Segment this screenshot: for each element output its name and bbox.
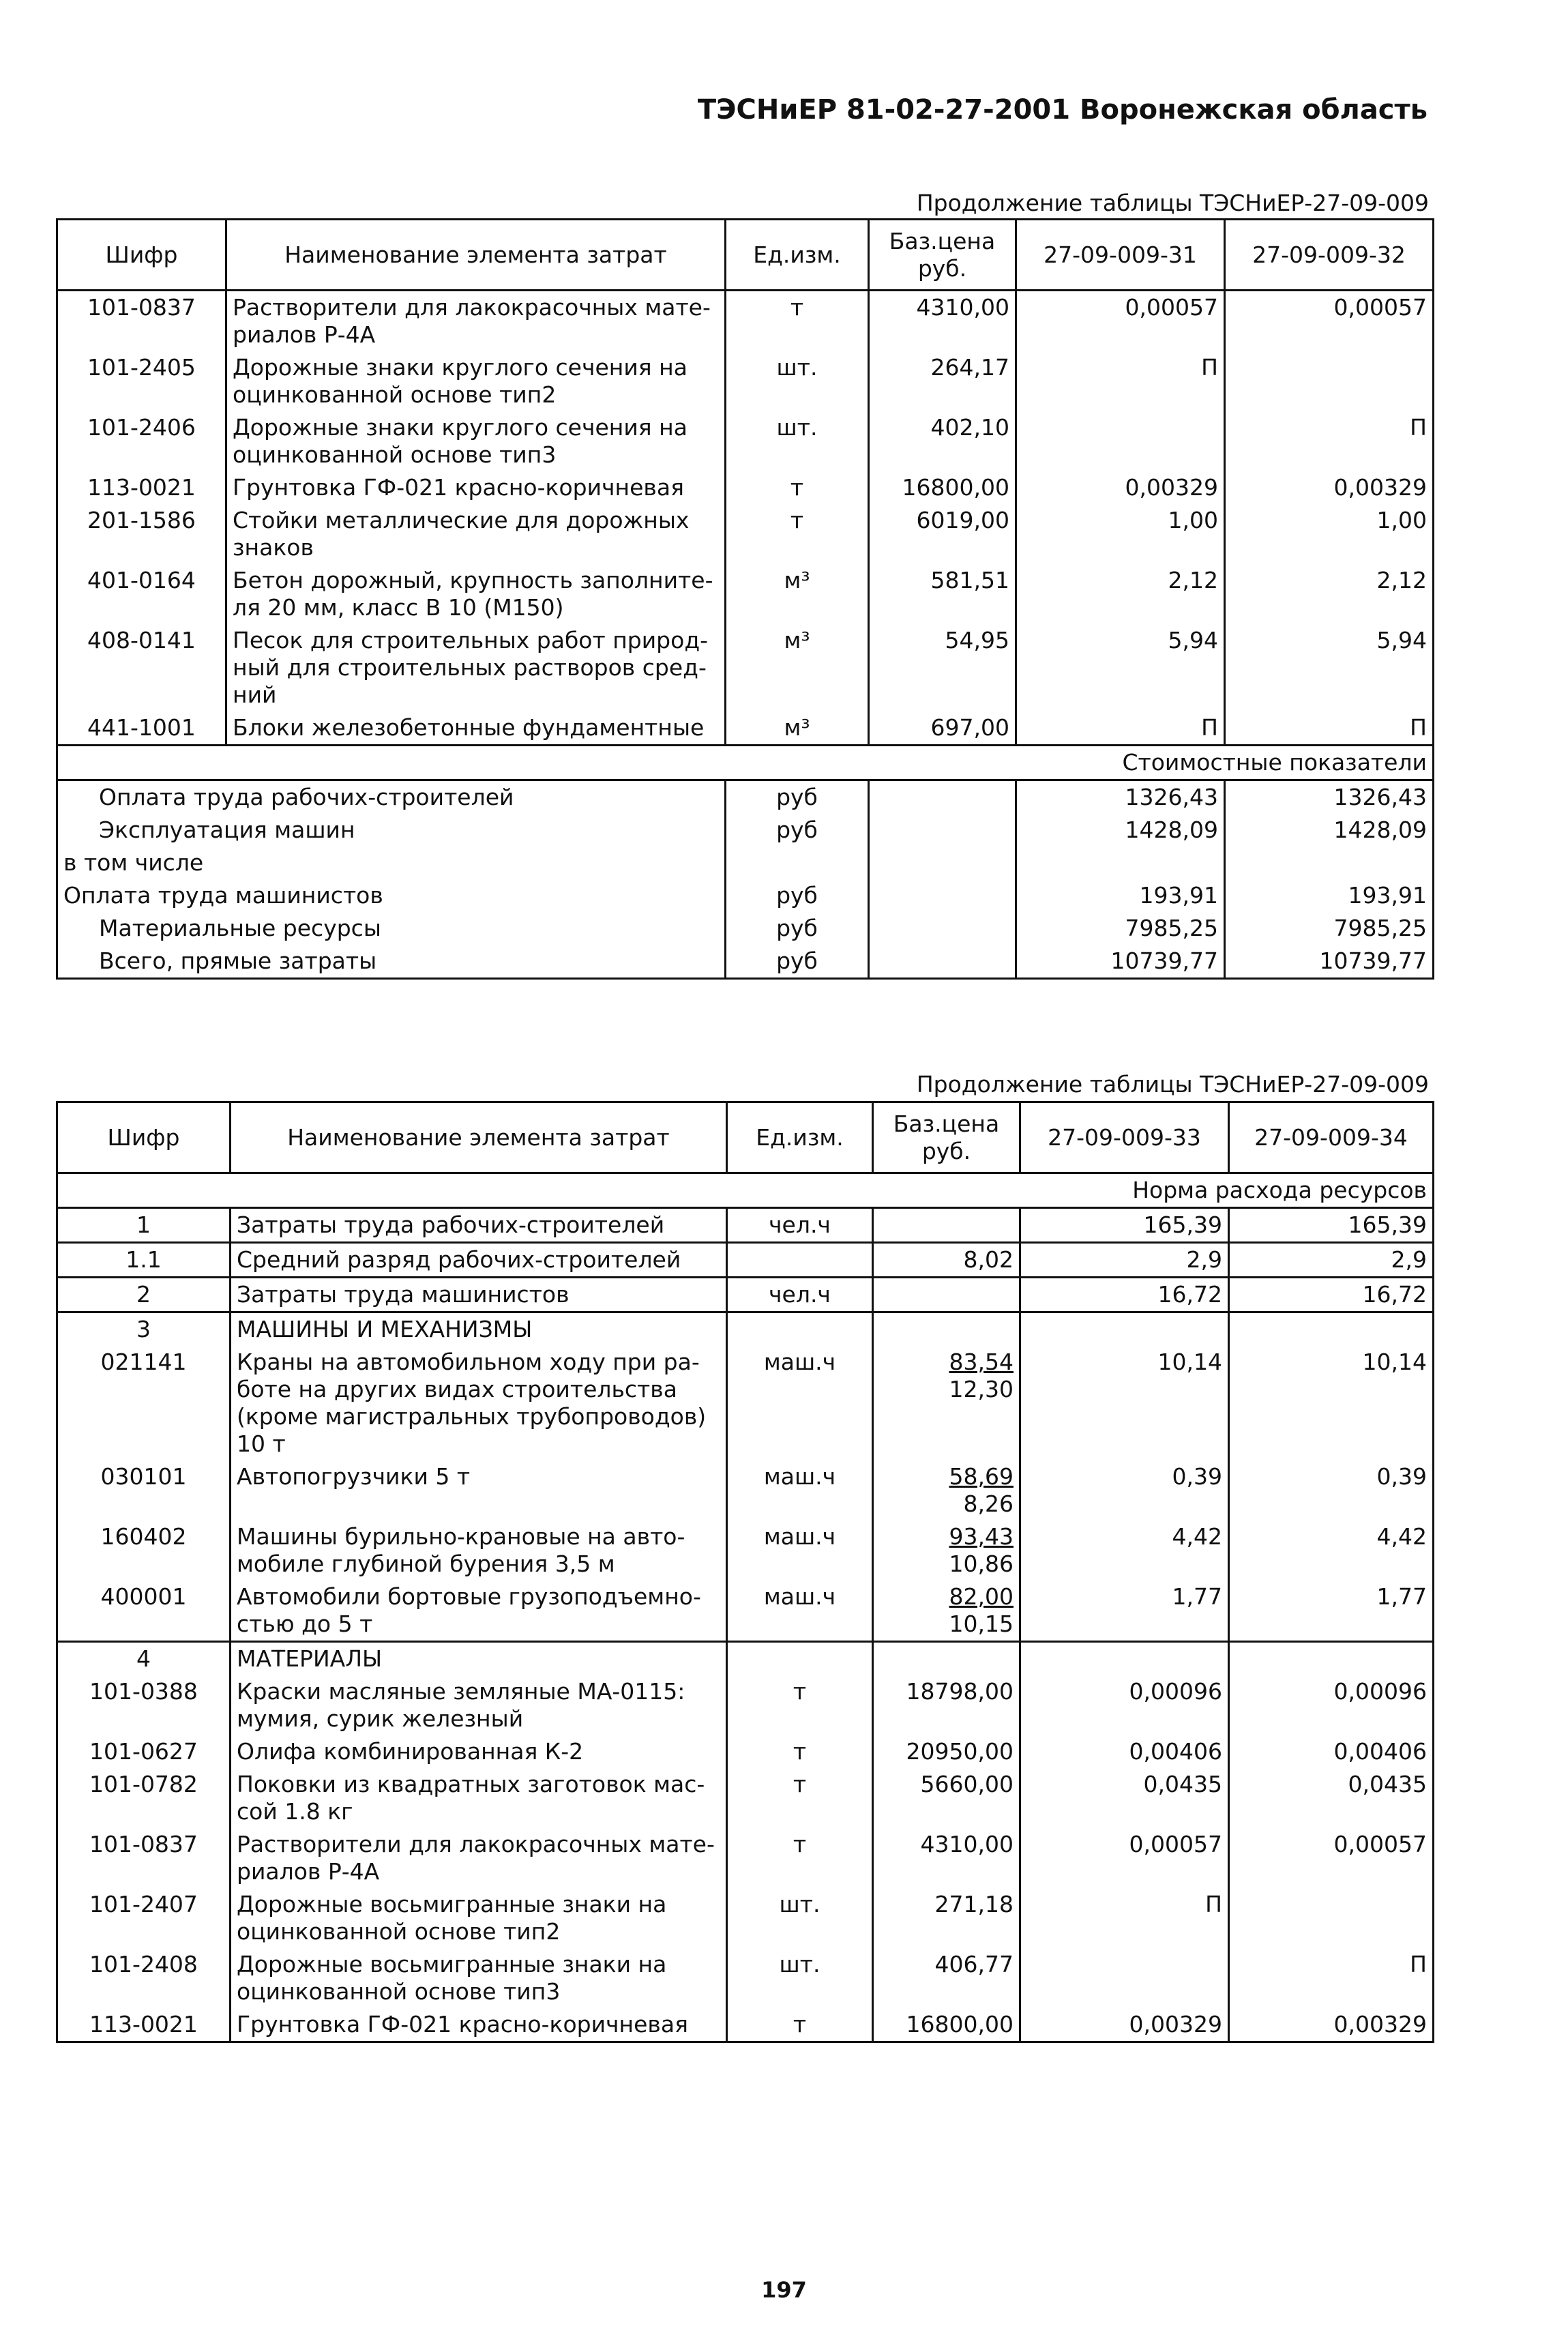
table-row	[57, 351, 1434, 411]
cell-code: 101-0837	[57, 1828, 231, 1888]
cell-unit: шт.	[727, 1948, 873, 2008]
col-header-name: Наименование элемента затрат	[226, 220, 726, 291]
summary-unit: руб	[726, 814, 869, 847]
cell-name: Растворители для лакокрасочных мате-риалов Р-4А	[226, 291, 726, 352]
table-row	[57, 471, 1434, 504]
cell-norm-a	[1020, 1312, 1229, 1347]
cell-code: 400001	[57, 1581, 231, 1642]
cell-price	[873, 1520, 1020, 1581]
summary-norm-a	[1016, 847, 1225, 879]
cell-code: 3	[57, 1312, 231, 1347]
cell-norm-a: 0,00057	[1020, 1828, 1229, 1888]
summary-norm-b: 193,91	[1225, 879, 1434, 912]
cell-norm-b: 0,00329	[1229, 2008, 1434, 2042]
cell-unit: чел.ч	[727, 1208, 873, 1243]
cell-norm-a	[1016, 411, 1225, 471]
cell-norm-a: 0,00329	[1016, 471, 1225, 504]
cell-price: 54,95	[869, 624, 1016, 711]
cell-unit: м³	[726, 711, 869, 746]
cell-code: 201-1586	[57, 504, 226, 564]
table-row	[57, 1581, 1434, 1642]
cell-code: 101-0837	[57, 291, 226, 352]
summary-empty	[869, 847, 1016, 879]
cell-unit	[727, 1243, 873, 1278]
cell-name: Затраты труда рабочих-строителей	[231, 1208, 727, 1243]
summary-name: Оплата труда рабочих-строителей	[57, 780, 726, 814]
col-header-unit: Ед.изм.	[727, 1102, 873, 1173]
cell-name: Песок для строительных работ природ-ный для строительных растворов сред-ний	[226, 624, 726, 711]
cell-norm-a: П	[1016, 351, 1225, 411]
cell-norm-a: 0,0435	[1020, 1768, 1229, 1828]
cell-unit	[727, 1642, 873, 1676]
cell-unit: шт.	[726, 351, 869, 411]
cell-name: Краски масляные земляные МА-0115: мумия, сурик железный	[231, 1675, 727, 1735]
cell-unit: м³	[726, 624, 869, 711]
cell-name: Грунтовка ГФ-021 красно-коричневая	[226, 471, 726, 504]
cell-price: 406,77	[873, 1948, 1020, 2008]
cell-norm-a: 165,39	[1020, 1208, 1229, 1243]
col-header-code: Шифр	[57, 1102, 231, 1173]
col-header-price: Баз.цена руб.	[873, 1102, 1020, 1173]
cell-name: Стойки металлические для дорожных знаков	[226, 504, 726, 564]
cell-norm-b	[1225, 351, 1434, 411]
table-row	[57, 1642, 1434, 1676]
cell-norm-a	[1020, 1948, 1229, 2008]
cell-unit: т	[727, 1828, 873, 1888]
col-header-unit: Ед.изм.	[726, 220, 869, 291]
cell-norm-a: 1,77	[1020, 1581, 1229, 1642]
cell-norm-a: 10,14	[1020, 1346, 1229, 1460]
cell-price: 4310,00	[869, 291, 1016, 352]
cell-code: 4	[57, 1642, 231, 1676]
col-header-name: Наименование элемента затрат	[231, 1102, 727, 1173]
summary-norm-b: 1428,09	[1225, 814, 1434, 847]
cell-name: Средний разряд рабочих-строителей	[231, 1243, 727, 1278]
cell-code: 113-0021	[57, 471, 226, 504]
price-wage: 12,30	[949, 1376, 1014, 1402]
cell-unit: маш.ч	[727, 1346, 873, 1460]
summary-row	[57, 912, 1434, 945]
cell-code: 401-0164	[57, 564, 226, 624]
cell-norm-b: П	[1225, 711, 1434, 746]
summary-row	[57, 847, 1434, 879]
summary-empty	[869, 912, 1016, 945]
cell-unit: маш.ч	[727, 1581, 873, 1642]
cell-norm-b: 5,94	[1225, 624, 1434, 711]
cell-price: 16800,00	[869, 471, 1016, 504]
col-header-price: Баз.цена руб.	[869, 220, 1016, 291]
table-row	[57, 1243, 1434, 1278]
table-row	[57, 1312, 1434, 1347]
cell-code: 441-1001	[57, 711, 226, 746]
table-row	[57, 1888, 1434, 1948]
summary-norm-a: 1326,43	[1016, 780, 1225, 814]
summary-row	[57, 780, 1434, 814]
cell-norm-a: 0,39	[1020, 1460, 1229, 1520]
cell-code: 101-2406	[57, 411, 226, 471]
col-header-code: Шифр	[57, 220, 226, 291]
table-row	[57, 1460, 1434, 1520]
cell-code: 113-0021	[57, 2008, 231, 2042]
cell-name: Олифа комбинированная К-2	[231, 1735, 727, 1768]
cell-code: 101-2408	[57, 1948, 231, 2008]
summary-empty	[869, 814, 1016, 847]
cell-price	[873, 1460, 1020, 1520]
summary-name: Всего, прямые затраты	[57, 945, 726, 979]
cell-unit: т	[726, 504, 869, 564]
summary-unit: руб	[726, 912, 869, 945]
cell-norm-b: 2,12	[1225, 564, 1434, 624]
cell-norm-b: 4,42	[1229, 1520, 1434, 1581]
summary-empty	[869, 780, 1016, 814]
cell-name: Блоки железобетонные фундаментные	[226, 711, 726, 746]
summary-row	[57, 879, 1434, 912]
section-row	[57, 1173, 1434, 1208]
cell-name: Дорожные знаки круглого сечения на оцинкованной основе тип3	[226, 411, 726, 471]
summary-name: Оплата труда машинистов	[57, 879, 726, 912]
summary-name: в том числе	[57, 847, 726, 879]
cell-price: 581,51	[869, 564, 1016, 624]
cell-norm-b: П	[1225, 411, 1434, 471]
table1-caption: Продолжение таблицы ТЭСНиЕР-27-09-009	[916, 190, 1429, 216]
cell-code: 101-0627	[57, 1735, 231, 1768]
cell-unit: маш.ч	[727, 1460, 873, 1520]
table2	[56, 1101, 1434, 2043]
summary-name: Эксплуатация машин	[57, 814, 726, 847]
cell-code: 101-2407	[57, 1888, 231, 1948]
section-label: Стоимостные показатели	[57, 746, 1434, 780]
cell-norm-b: П	[1229, 1948, 1434, 2008]
cell-name: Дорожные восьмигранные знаки на оцинкованной основе тип2	[231, 1888, 727, 1948]
cell-norm-b	[1229, 1312, 1434, 1347]
cell-norm-b: 16,72	[1229, 1278, 1434, 1312]
cell-norm-b: 0,0435	[1229, 1768, 1434, 1828]
cell-code: 1.1	[57, 1243, 231, 1278]
cell-norm-b: 1,00	[1225, 504, 1434, 564]
table-row	[57, 1278, 1434, 1312]
cell-name: МАШИНЫ И МЕХАНИЗМЫ	[231, 1312, 727, 1347]
cell-norm-a: 0,00096	[1020, 1675, 1229, 1735]
cell-norm-a: 2,9	[1020, 1243, 1229, 1278]
table-row	[57, 1675, 1434, 1735]
price-wage: 10,86	[949, 1550, 1014, 1577]
summary-empty	[869, 879, 1016, 912]
summary-empty	[869, 945, 1016, 979]
price-total: 83,54	[949, 1349, 1014, 1375]
cell-norm-b: 0,00057	[1225, 291, 1434, 352]
cell-unit: т	[727, 2008, 873, 2042]
cell-price	[873, 1581, 1020, 1642]
summary-norm-a: 7985,25	[1016, 912, 1225, 945]
summary-name: Материальные ресурсы	[57, 912, 726, 945]
table-row	[57, 291, 1434, 352]
cell-unit: т	[727, 1735, 873, 1768]
section-row	[57, 746, 1434, 780]
table-row	[57, 1520, 1434, 1581]
price-total: 82,00	[949, 1583, 1014, 1610]
cell-unit: т	[726, 291, 869, 352]
table-row	[57, 1948, 1434, 2008]
cell-norm-b: 0,39	[1229, 1460, 1434, 1520]
cell-norm-b: 0,00406	[1229, 1735, 1434, 1768]
table-row	[57, 1735, 1434, 1768]
table1	[56, 218, 1434, 980]
summary-norm-b: 1326,43	[1225, 780, 1434, 814]
summary-unit	[726, 847, 869, 879]
section-label: Норма расхода ресурсов	[57, 1173, 1434, 1208]
page-header: ТЭСНиЕР 81-02-27-2001 Воронежская область	[697, 94, 1428, 126]
page-number: 197	[761, 2277, 807, 2303]
col-header-norm-b: 27-09-009-32	[1225, 220, 1434, 291]
summary-norm-a: 1428,09	[1016, 814, 1225, 847]
cell-name: Бетон дорожный, крупность заполните-ля 20 мм, класс В 10 (М150)	[226, 564, 726, 624]
summary-unit: руб	[726, 945, 869, 979]
summary-norm-a: 193,91	[1016, 879, 1225, 912]
price-total: 58,69	[949, 1463, 1014, 1490]
cell-name: Автомобили бортовые грузоподъемно-стью до 5 т	[231, 1581, 727, 1642]
cell-norm-a: 16,72	[1020, 1278, 1229, 1312]
cell-unit: шт.	[726, 411, 869, 471]
cell-code: 101-2405	[57, 351, 226, 411]
col-header-norm-b: 27-09-009-34	[1229, 1102, 1434, 1173]
price-total: 93,43	[949, 1523, 1014, 1550]
cell-norm-a: 2,12	[1016, 564, 1225, 624]
cell-unit: м³	[726, 564, 869, 624]
table-row	[57, 1768, 1434, 1828]
summary-row	[57, 945, 1434, 979]
cell-name: Грунтовка ГФ-021 красно-коричневая	[231, 2008, 727, 2042]
cell-code: 408-0141	[57, 624, 226, 711]
table-row	[57, 1346, 1434, 1460]
cell-code: 2	[57, 1278, 231, 1312]
cell-name: МАТЕРИАЛЫ	[231, 1642, 727, 1676]
table-row	[57, 2008, 1434, 2042]
table-row	[57, 1208, 1434, 1243]
cell-norm-a: 0,00329	[1020, 2008, 1229, 2042]
cell-name: Дорожные восьмигранные знаки на оцинкованной основе тип3	[231, 1948, 727, 2008]
cell-norm-a: 5,94	[1016, 624, 1225, 711]
table-row	[57, 624, 1434, 711]
cell-name: Затраты труда машинистов	[231, 1278, 727, 1312]
cell-price: 6019,00	[869, 504, 1016, 564]
cell-code: 101-0388	[57, 1675, 231, 1735]
cell-price: 16800,00	[873, 2008, 1020, 2042]
cell-norm-a: 1,00	[1016, 504, 1225, 564]
cell-norm-b: 1,77	[1229, 1581, 1434, 1642]
cell-unit: т	[726, 471, 869, 504]
cell-price	[873, 1346, 1020, 1460]
cell-code: 030101	[57, 1460, 231, 1520]
cell-code: 101-0782	[57, 1768, 231, 1828]
cell-norm-a: 0,00057	[1016, 291, 1225, 352]
cell-norm-b: 0,00096	[1229, 1675, 1434, 1735]
table-row	[57, 564, 1434, 624]
cell-code: 160402	[57, 1520, 231, 1581]
cell-unit: чел.ч	[727, 1278, 873, 1312]
cell-unit: т	[727, 1768, 873, 1828]
cell-code: 1	[57, 1208, 231, 1243]
table-row	[57, 411, 1434, 471]
summary-unit: руб	[726, 780, 869, 814]
cell-name: Растворители для лакокрасочных мате-риалов Р-4А	[231, 1828, 727, 1888]
cell-name: Краны на автомобильном ходу при ра-боте на других видах строительства (кроме магистральных трубопроводов) 10 т	[231, 1346, 727, 1460]
cell-price: 20950,00	[873, 1735, 1020, 1768]
col-header-norm-a: 27-09-009-33	[1020, 1102, 1229, 1173]
cell-price: 402,10	[869, 411, 1016, 471]
cell-price: 271,18	[873, 1888, 1020, 1948]
cell-norm-a: 0,00406	[1020, 1735, 1229, 1768]
cell-price	[873, 1278, 1020, 1312]
cell-name: Машины бурильно-крановые на авто-мобиле глубиной бурения 3,5 м	[231, 1520, 727, 1581]
summary-unit: руб	[726, 879, 869, 912]
summary-norm-b	[1225, 847, 1434, 879]
cell-norm-b: 165,39	[1229, 1208, 1434, 1243]
table-row	[57, 1828, 1434, 1888]
cell-price: 18798,00	[873, 1675, 1020, 1735]
cell-price: 8,02	[873, 1243, 1020, 1278]
table-row	[57, 504, 1434, 564]
col-header-norm-a: 27-09-009-31	[1016, 220, 1225, 291]
cell-price: 5660,00	[873, 1768, 1020, 1828]
cell-unit	[727, 1312, 873, 1347]
cell-price: 697,00	[869, 711, 1016, 746]
cell-norm-b	[1229, 1888, 1434, 1948]
cell-price: 4310,00	[873, 1828, 1020, 1888]
cell-norm-a: 4,42	[1020, 1520, 1229, 1581]
summary-norm-b: 7985,25	[1225, 912, 1434, 945]
cell-name: Дорожные знаки круглого сечения на оцинкованной основе тип2	[226, 351, 726, 411]
cell-name: Автопогрузчики 5 т	[231, 1460, 727, 1520]
cell-name: Поковки из квадратных заготовок мас-сой 1.8 кг	[231, 1768, 727, 1828]
cell-norm-b	[1229, 1642, 1434, 1676]
cell-price	[873, 1208, 1020, 1243]
summary-norm-a: 10739,77	[1016, 945, 1225, 979]
cell-price	[873, 1312, 1020, 1347]
cell-norm-b: 10,14	[1229, 1346, 1434, 1460]
cell-norm-a: П	[1020, 1888, 1229, 1948]
cell-norm-b: 2,9	[1229, 1243, 1434, 1278]
cell-norm-b: 0,00329	[1225, 471, 1434, 504]
cell-price: 264,17	[869, 351, 1016, 411]
summary-row	[57, 814, 1434, 847]
summary-norm-b: 10739,77	[1225, 945, 1434, 979]
cell-unit: маш.ч	[727, 1520, 873, 1581]
cell-unit: шт.	[727, 1888, 873, 1948]
cell-price	[873, 1642, 1020, 1676]
price-wage: 10,15	[949, 1611, 1014, 1637]
cell-norm-a	[1020, 1642, 1229, 1676]
cell-code: 021141	[57, 1346, 231, 1460]
cell-norm-a: П	[1016, 711, 1225, 746]
price-wage: 8,26	[963, 1490, 1014, 1517]
table-row	[57, 711, 1434, 746]
cell-norm-b: 0,00057	[1229, 1828, 1434, 1888]
table2-caption: Продолжение таблицы ТЭСНиЕР-27-09-009	[916, 1071, 1429, 1098]
cell-unit: т	[727, 1675, 873, 1735]
